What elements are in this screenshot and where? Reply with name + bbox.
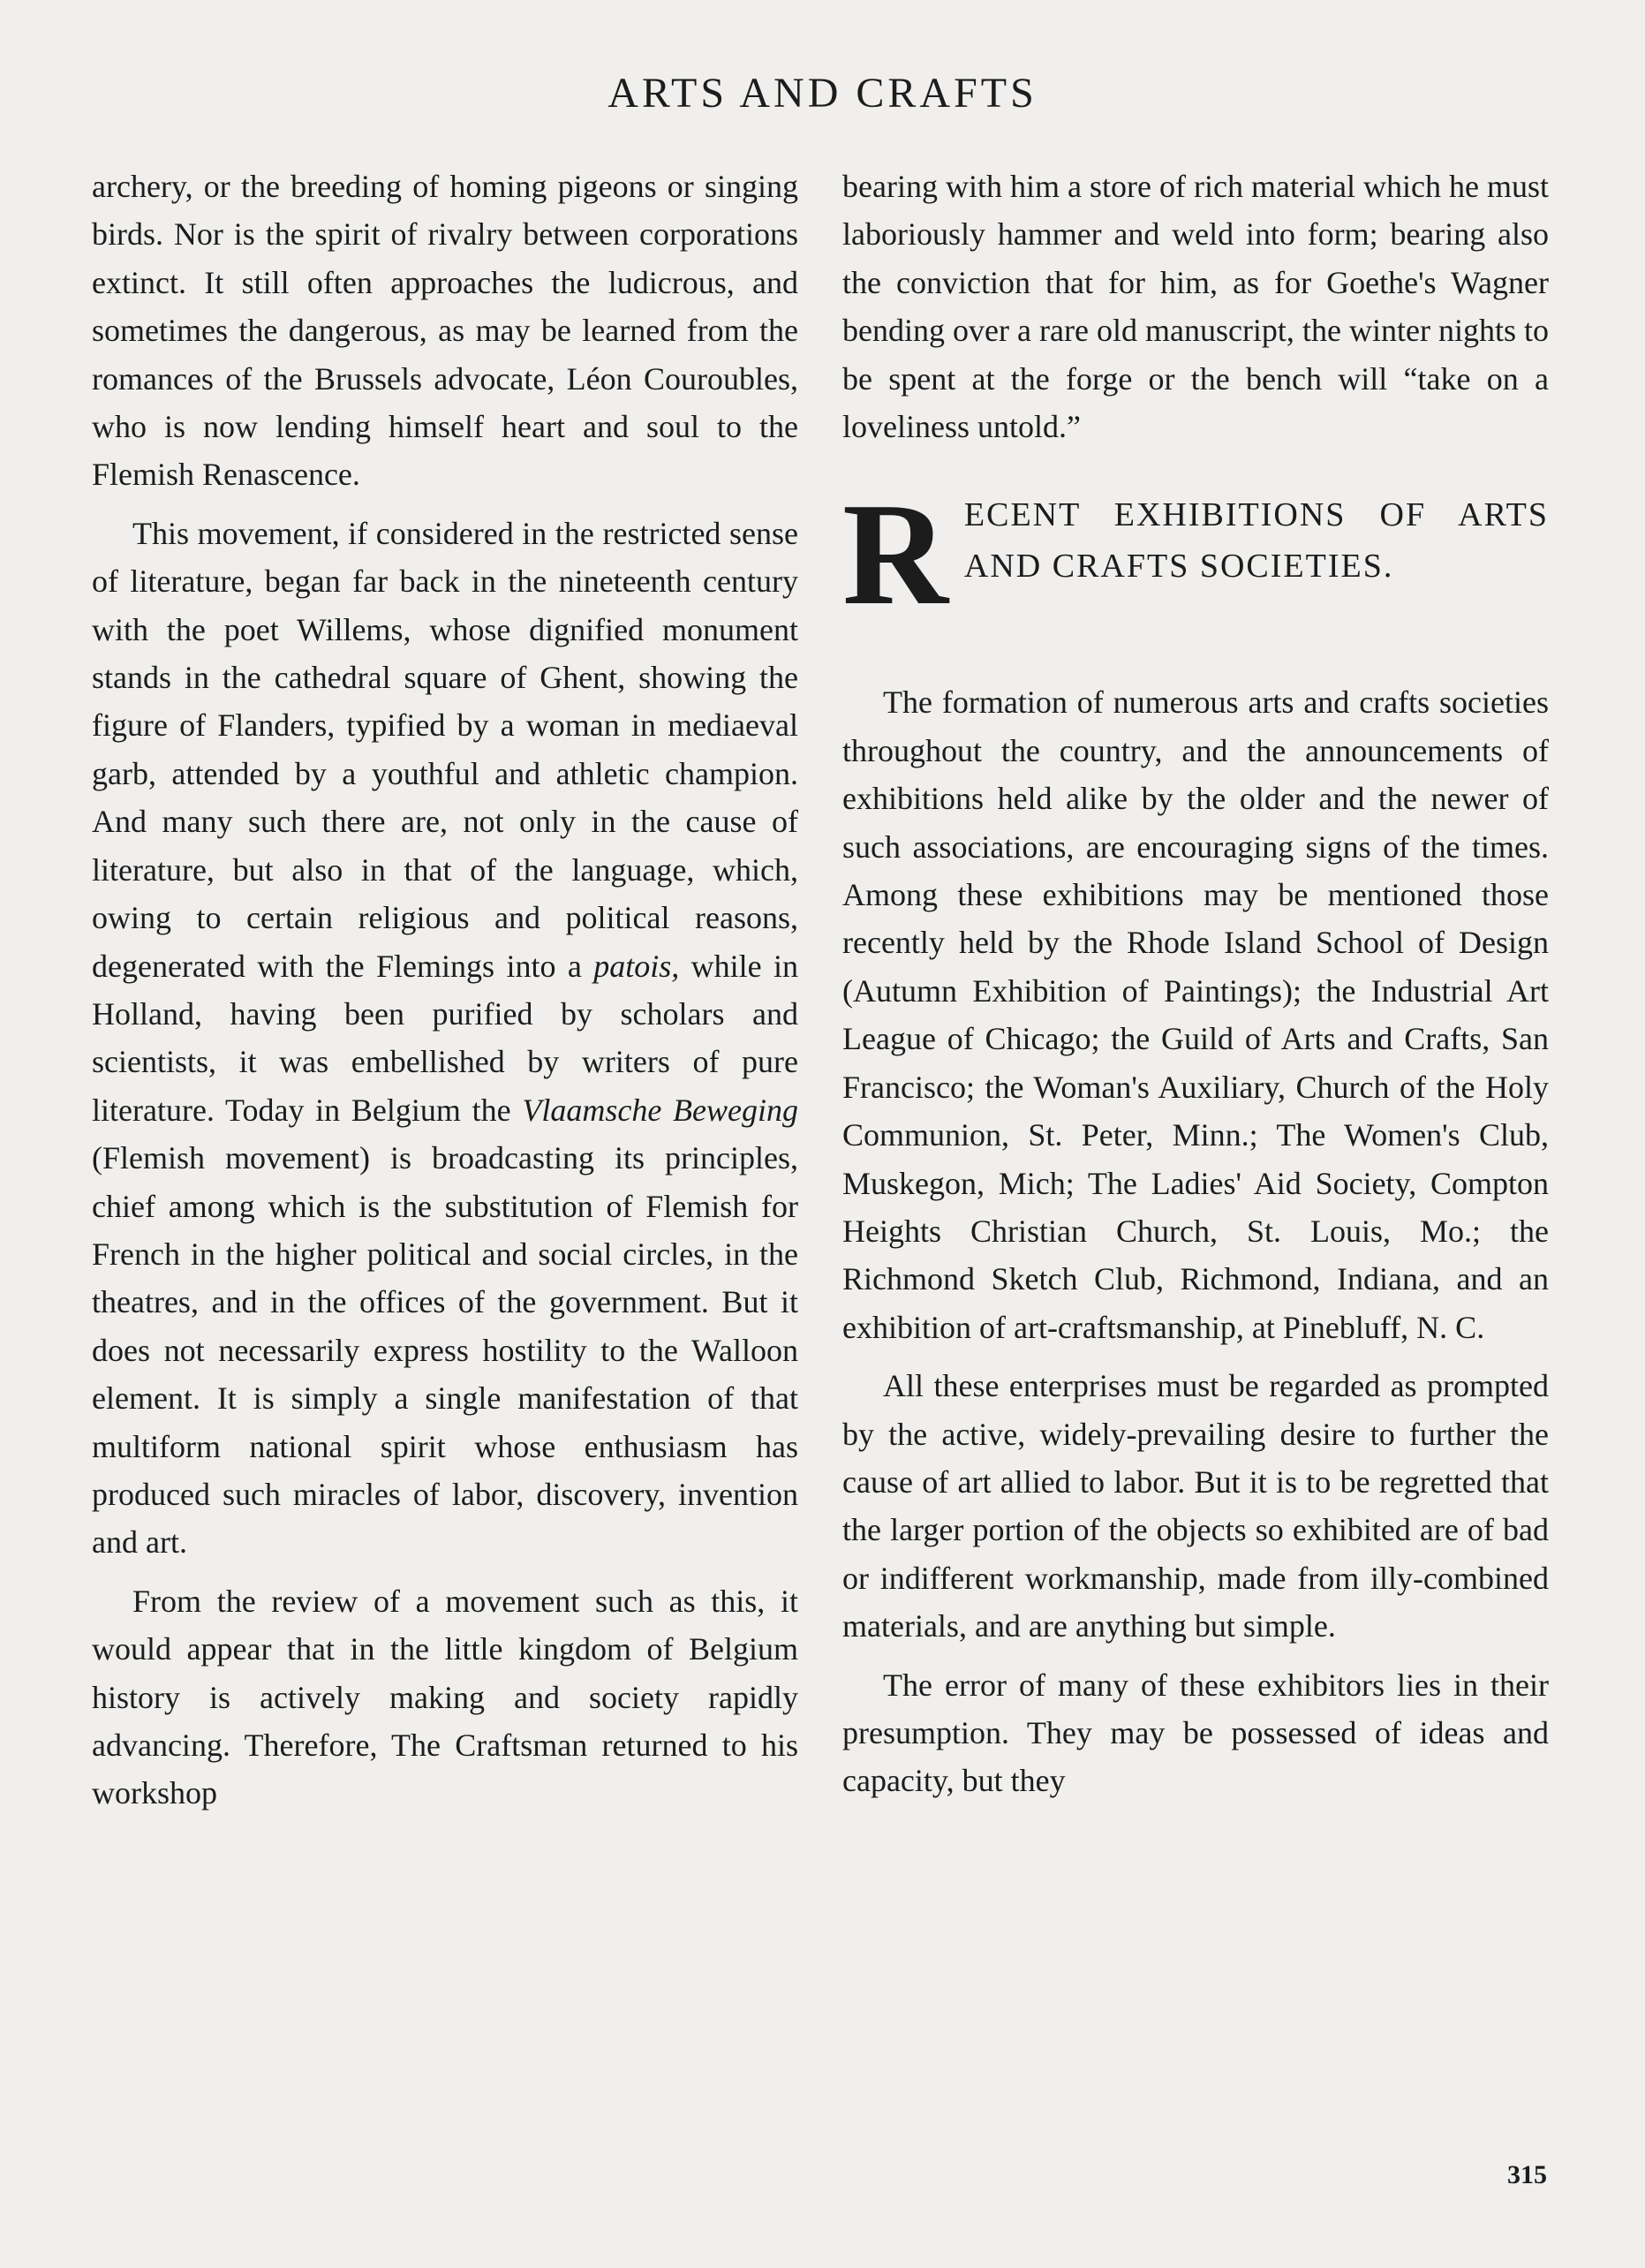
text-segment: This movement, if considered in the restricted sense of literature, began far back in the nineteenth century with the poet Willems, whose dignified monument stands in the cathedral square of Ghent, showing the figure of Flanders, typified by a woman in mediaeval garb, attended by a youthful and athletic champion. And many such there are, not only in the cause of literature, but also in that of the language, which, owing to certain religious and political reasons, degenerated with the Flemings into a [92,515,798,984]
paragraph-bearing: bearing with him a store of rich material which he must laboriously hammer and weld into form; bearing also the conviction that for him, as for Goethe's Wagner bending over a rare old manuscript, the winter nights to be spent at the forge or the bench will “take on a loveliness untold.” [842,169,1549,445]
paragraph-formation: The formation of numerous arts and crafts societies throughout the country, and the announcements of exhibitions held alike by the older and the newer of such associations, are encouraging signs of the times. Among these exhibitions may be mentioned those recently held by the Rhode Island School of Design (Autumn Exhibition of Paintings); the Industrial Art League of Chicago; the Guild of Arts and Crafts, San Francisco; the Woman's Auxiliary, Church of the Holy Communion, St. Peter, Minn.; The Women's Club, Muskegon, Mich; The Ladies' Aid Society, Compton Heights Christian Church, St. Louis, Mo.; the Richmond Sketch Club, Richmond, Indiana, and an exhibition of art-craftsmanship, at Pinebluff, N. C. [842,684,1549,1345]
running-head: ARTS AND CRAFTS [607,70,1038,117]
paragraph-movement [92,510,798,1567]
paragraph-review: From the review of a movement such as this, it would appear that in the little kingdom of Belgium history is actively making and society rapidly advancing. Therefore, The Craftsman returned to his workshop [92,1583,798,1811]
section-heading [842,472,1549,639]
drop-cap: R [842,472,948,636]
text-segment: while in Holland, having been purified by scholars and scientists, it was embellished by writers of pure literature. Today in Belgium the [92,948,798,1128]
text-segment: (Flemish movement) is broadcasting its principles, chief among which is the substitution of Flemish for French in the higher political and social circles, in the theatres, and in the offices of the government. But it does not necessarily express hostility to the Walloon element. It is simply a single manifestation of that multiform national spirit whose enthusiasm has produced such miracles of labor, discovery, invention and art. [92,1140,798,1561]
page-number: 315 [1507,2160,1547,2189]
italic-vlaamsche-beweging: Vlaamsche Beweging [522,1092,799,1128]
paragraph-enterprises: All these enterprises must be regarded as prompted by the active, widely-prevailing desire to further the cause of art allied to labor. But it is to be regretted that the larger portion of the objects so exhibited are of bad or indifferent workmanship, made from illy-combined materials, and are anything but simple. [842,1368,1549,1644]
paragraph-archery: archery, or the breeding of homing pigeons or singing birds. Nor is the spirit of rivalry between corporations extinct. It still often approaches the ludicrous, and sometimes the dangerous, as may be learned from the romances of the Brussels advocate, Léon Couroubles, who is now lending himself heart and soul to the Flemish Renascence. [92,169,798,493]
right-column [842,163,1549,1805]
italic-patois: patois, [593,948,680,984]
section-heading-text: ECENT EXHIBITIONS OF ARTS AND CRAFTS SOCIETIES. [963,496,1549,586]
paragraph-error: The error of many of these exhibitors lies in their presumption. They may be possessed of ideas and capacity, but they [842,1667,1549,1799]
left-column [92,163,798,1818]
